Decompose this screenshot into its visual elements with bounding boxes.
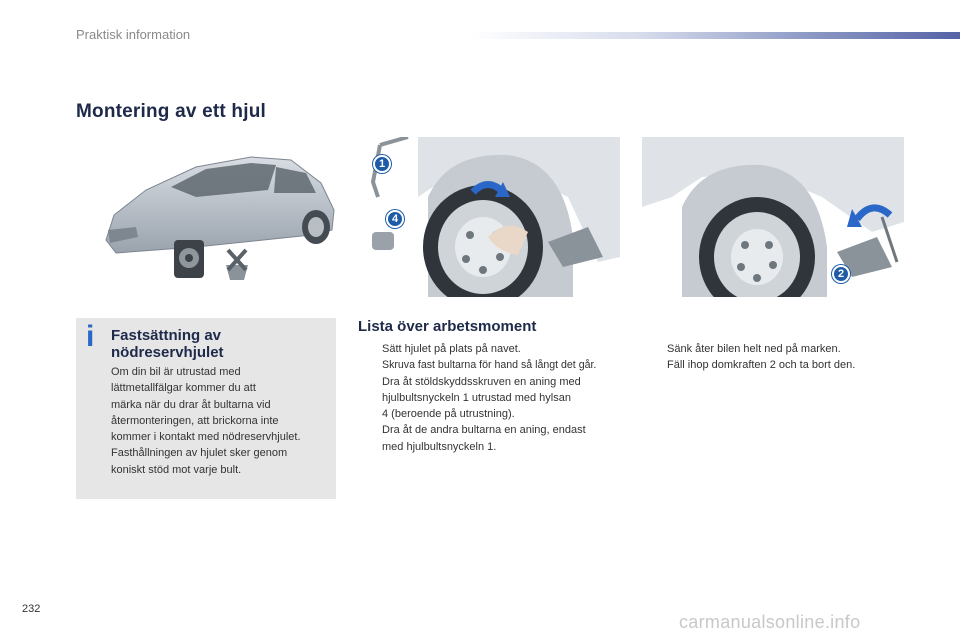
- info-line: kommer i kontakt med nödreservhjulet.: [111, 431, 301, 444]
- steps-list-column-1: [358, 341, 624, 455]
- info-line: återmonteringen, att brickorna inte: [111, 414, 279, 427]
- watermark: carmanualsonline.info: [679, 612, 861, 632]
- step-item: [358, 357, 624, 373]
- step-line: 4 (beroende på utrustning).: [382, 408, 515, 421]
- step-line: Skruva fast bultarna för hand så långt det går.: [382, 359, 597, 372]
- car-on-jack-illustration: [76, 135, 338, 295]
- info-box-title: Fastsättning av nödreservhjulet: [111, 327, 224, 361]
- info-box-text: [111, 364, 333, 478]
- info-icon: i: [86, 320, 95, 353]
- steps-list-title: Lista över arbetsmoment: [358, 318, 537, 335]
- callout-4-badge: 4: [386, 210, 404, 228]
- section-title: Montering av ett hjul: [76, 101, 266, 122]
- lower-jack-illustration: [642, 137, 904, 297]
- callout-2-badge: 2: [832, 265, 850, 283]
- header-gradient-bar: [470, 32, 960, 39]
- step-item: [643, 357, 913, 373]
- page-header-title: Praktisk information: [76, 27, 191, 42]
- step-item: [643, 341, 913, 357]
- info-line: märka när du drar åt bultarna vid: [111, 398, 271, 411]
- info-line: Fasthållningen av hjulet sker genom: [111, 447, 288, 460]
- step-item: [358, 341, 624, 357]
- step-item: [358, 422, 624, 455]
- step-line: Dra åt stöldskyddsskruven en aning med: [382, 375, 581, 388]
- callout-1-badge: 1: [373, 155, 391, 173]
- step-line: med hjulbultsnyckeln 1.: [382, 440, 497, 453]
- step-line: Sänk åter bilen helt ned på marken.: [667, 343, 841, 355]
- info-line: lättmetallfälgar kommer du att: [111, 382, 256, 395]
- info-line: Om din bil är utrustad med: [111, 366, 241, 378]
- step-line: hjulbultsnyckeln 1 utrustad med hylsan: [382, 391, 571, 404]
- steps-list-column-2: [643, 341, 913, 374]
- step-line: Sätt hjulet på plats på navet.: [382, 343, 521, 355]
- step-line: Dra åt de andra bultarna en aning, endast: [382, 424, 586, 437]
- step-item: [358, 374, 624, 423]
- info-line: koniskt stöd mot varje bult.: [111, 463, 242, 476]
- page-number: 232: [22, 603, 41, 615]
- step-line: Fäll ihop domkraften 2 och ta bort den.: [667, 359, 856, 372]
